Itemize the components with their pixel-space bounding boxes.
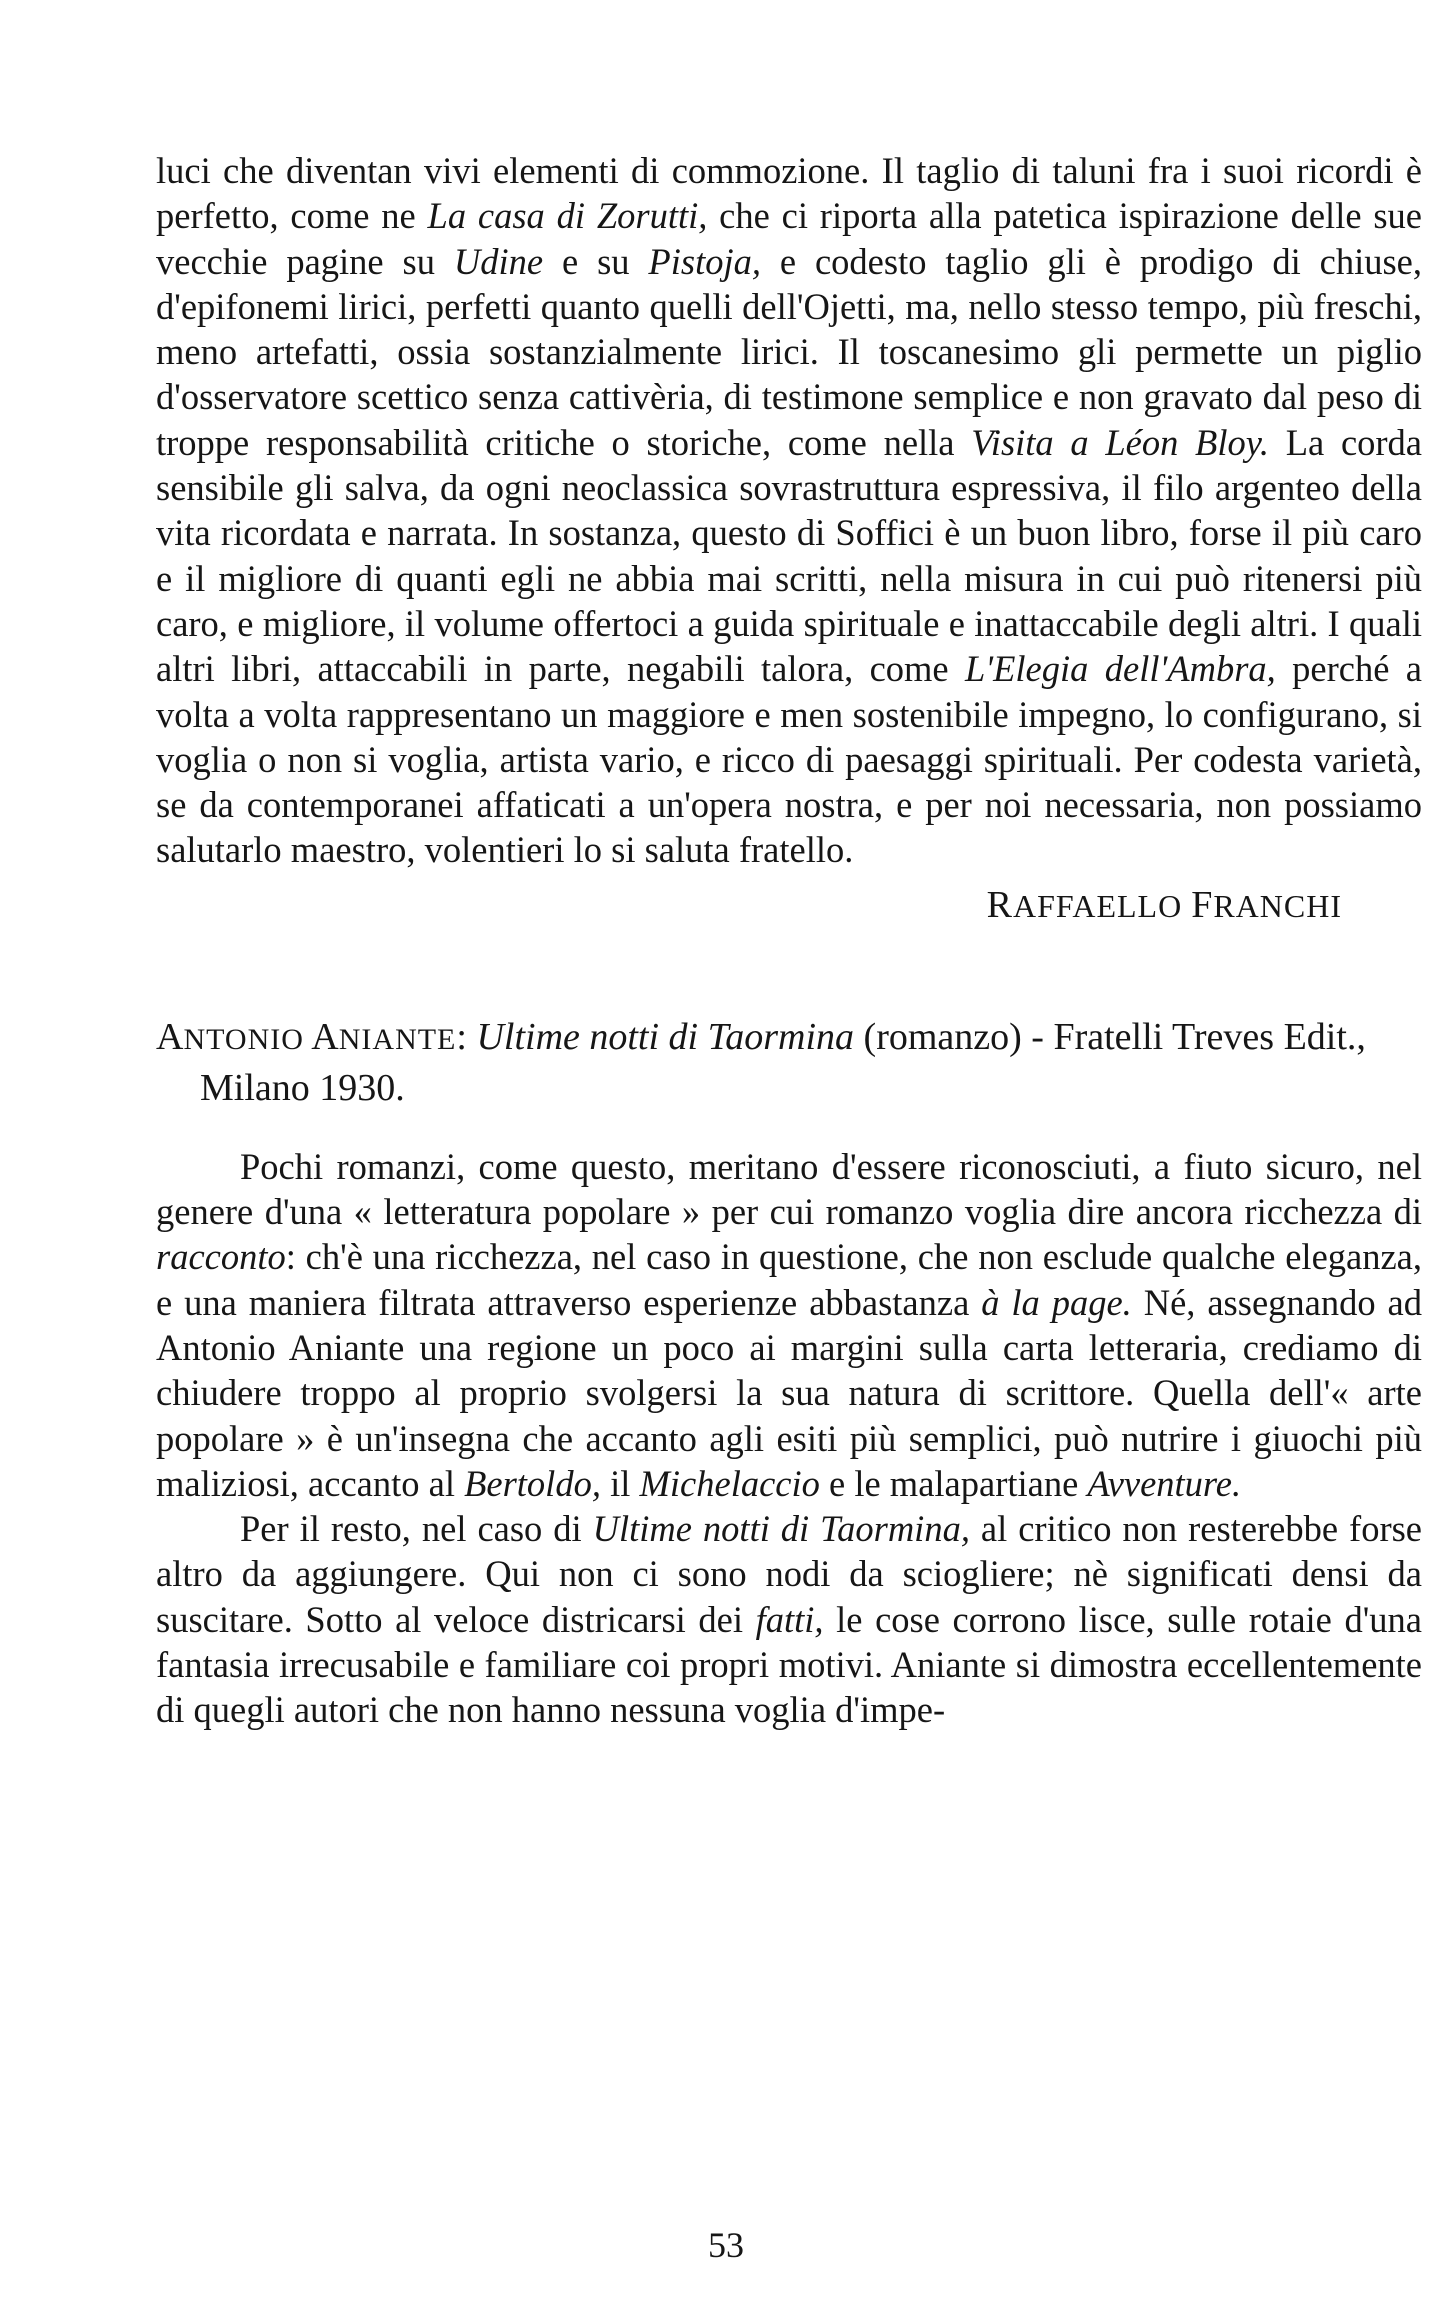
publication-info: (romanzo) - Fratelli Treves Edit., Milano 1930. bbox=[200, 1015, 1366, 1109]
text-run: perché a volta a volta rappresentano un maggiore e men sostenibile impegno, lo configurano, si voglia o non si voglia, artista vario, e ricco di paesaggi spirituali. Per codesta varietà, se da contemporanei affaticati a un'opera nostra, e per noi necessaria, non possiamo salutarlo maestro, volentieri lo si saluta fratello. bbox=[156, 648, 1423, 871]
author-part: NTONIO bbox=[183, 1022, 304, 1056]
text-run: Né, assegnando ad Antonio Aniante una regione un poco ai margini sulla carta letteraria, crediamo di chiudere troppo al proprio svolgersi la sua natura di scrittore. Quella dell'« arte popolare » è un'insegna che accanto agli esiti più semplici, può nutrire i giuochi più maliziosi, accanto al bbox=[156, 1281, 1422, 1504]
italic-title: Michelaccio bbox=[639, 1462, 820, 1504]
italic-word: racconto bbox=[156, 1236, 286, 1278]
italic-title: Avventure. bbox=[1087, 1462, 1242, 1504]
text-run: al critico non resterebbe forse altro da aggiungere. Qui non ci sono nodi da sciogliere; nè significati densi da suscitare. Sotto al veloce districarsi dei bbox=[156, 1508, 1422, 1640]
text-run: e codesto taglio gli è prodigo di chiuse, d'epifonemi lirici, perfetti quanto quelli dell'Ojetti, ma, nello stesso tempo, più freschi, meno artefatti, ossia sostanzialmente lirici. Il toscanesimo gli permette un piglio d'osservatore scettico senza cattivèria, di testimone semplice e non gravato dal peso di troppe responsabilità critiche o storiche, come nella bbox=[156, 240, 1422, 463]
italic-word: à la page. bbox=[981, 1281, 1132, 1323]
italic-title: Bertoldo, bbox=[464, 1462, 601, 1504]
signature-initial: R bbox=[986, 883, 1013, 926]
text-run: : ch'è una ricchezza, nel caso in questione, che non esclude qualche eleganza, e una maniera filtrata attraverso esperienze abbastanza bbox=[156, 1236, 1422, 1323]
text-run: e le malapartiane bbox=[819, 1462, 1088, 1504]
author-part: NIANTE bbox=[338, 1022, 457, 1056]
signature-part: RANCHI bbox=[1213, 887, 1342, 924]
page-number: 53 bbox=[708, 2225, 744, 2265]
paragraph-aniante-2 bbox=[156, 1506, 1422, 1732]
page-body bbox=[156, 148, 1422, 1733]
italic-title: Pistoja, bbox=[648, 240, 761, 282]
author-initial: A bbox=[156, 1015, 184, 1058]
italic-title: L'Elegia dell'Ambra, bbox=[965, 648, 1276, 690]
review-heading bbox=[156, 1013, 1422, 1112]
italic-title: Ultime notti di Taormina, bbox=[592, 1508, 970, 1550]
italic-word: fatti, bbox=[755, 1598, 824, 1640]
text-run: il bbox=[600, 1462, 640, 1504]
text-run: che ci riporta alla patetica ispirazione delle sue vecchie pagine su bbox=[156, 195, 1423, 282]
signature-part: AFFAELLO bbox=[1013, 887, 1183, 924]
paragraph-soffici-review-end bbox=[156, 148, 1422, 873]
author-signature bbox=[156, 883, 1422, 929]
text-run: La corda sensibile gli salva, da ogni neoclassica sovrastruttura espressiva, il filo argenteo della vita ricordata e narrata. In sostanza, questo di Soffici è un buon libro, forse il più caro e il migliore di quanti egli ne abbia mai scritti, nella misura in cui può ritenersi più caro, e migliore, il volume offertoci a guida spirituale e inattaccabile degli altri. I quali altri libri, attaccabili in parte, negabili talora, come bbox=[156, 421, 1423, 690]
text-run: e su bbox=[543, 240, 649, 282]
text-run: luci che diventan vivi elementi di commozione. Il taglio di taluni fra i suoi ricordi è perfetto, come ne bbox=[156, 150, 1422, 237]
italic-title: La casa di Zorutti, bbox=[427, 195, 708, 237]
heading-colon: : bbox=[456, 1015, 467, 1058]
italic-title: Udine bbox=[453, 240, 544, 282]
author-initial: A bbox=[311, 1015, 339, 1058]
paragraph-aniante-1 bbox=[156, 1144, 1422, 1506]
spacer bbox=[156, 1112, 1422, 1144]
text-run: Pochi romanzi, come questo, meritano d'essere riconosciuti, a fiuto sicuro, nel genere d'una « letteratura popolare » per cui romanzo voglia dire ancora ricchezza di bbox=[156, 1145, 1422, 1233]
book-title: Ultime notti di Taormina bbox=[476, 1015, 855, 1058]
italic-title: Visita a Léon Bloy. bbox=[971, 421, 1270, 463]
signature-initial: F bbox=[1191, 883, 1214, 926]
text-run: le cose corrono lisce, sulle rotaie d'una fantasia irrecusabile e familiare coi propri motivi. Aniante si dimostra eccellentemente di quegli autori che non hanno nessuna voglia d'impe- bbox=[156, 1598, 1422, 1731]
text-run: Per il resto, nel caso di bbox=[240, 1508, 593, 1550]
